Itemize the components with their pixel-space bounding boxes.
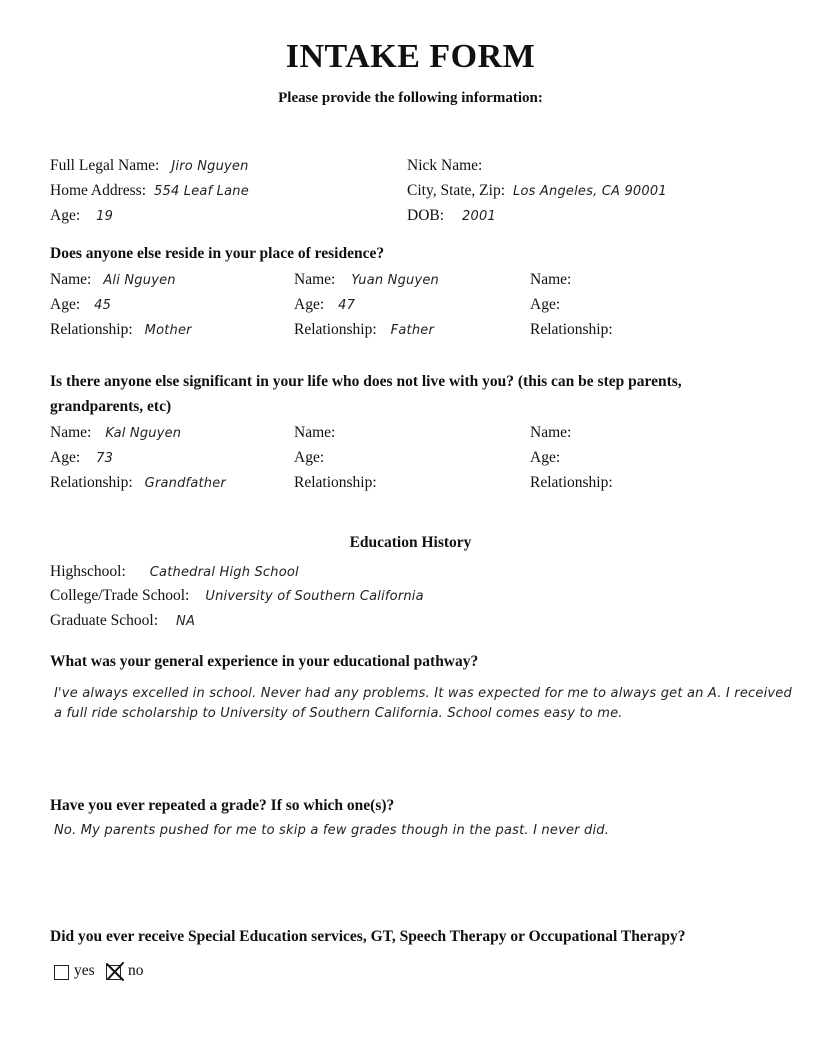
- resident-2-age: [294, 296, 355, 314]
- significant-question-line2: grandparents, etc): [50, 398, 172, 415]
- no-checkbox[interactable]: [106, 962, 125, 981]
- significant-1-name: [50, 424, 181, 442]
- resident-2-relationship: [294, 321, 434, 339]
- resident-age-label: Age:: [294, 296, 325, 313]
- significant-age-label: Age:: [50, 449, 81, 466]
- college-field: [50, 587, 424, 605]
- highschool-field: [50, 563, 299, 581]
- significant-1-relationship: [50, 474, 226, 492]
- resident-1-relationship: [50, 321, 192, 339]
- yes-label: yes: [74, 962, 95, 979]
- significant-2-relationship: [294, 474, 385, 492]
- highschool-value[interactable]: Cathedral High School: [149, 565, 299, 580]
- experience-answer[interactable]: I've always excelled in school. Never had any problems. It was expected for me to always get an A. I received a full ride scholarship to University of Southern California. School comes easy to me.: [54, 686, 792, 721]
- significant-relationship-value[interactable]: Grandfather: [144, 476, 226, 491]
- experience-question: What was your general experience in your educational pathway?: [50, 653, 479, 670]
- repeat-grade-answer[interactable]: No. My parents pushed for me to skip a few grades though in the past. I never did.: [54, 823, 610, 838]
- significant-name-label: Name:: [50, 424, 92, 441]
- dob-field: [407, 207, 496, 225]
- dob-value[interactable]: 2001: [462, 209, 496, 224]
- significant-1-age: [50, 449, 113, 467]
- home-address-value[interactable]: 554 Leaf Lane: [154, 184, 249, 199]
- age-field: [50, 207, 113, 225]
- college-label: College/Trade School:: [50, 587, 190, 604]
- graduate-school-value[interactable]: NA: [176, 614, 196, 629]
- resident-3-age: [530, 296, 568, 314]
- college-value[interactable]: University of Southern California: [205, 589, 424, 604]
- city-state-zip-field: [407, 182, 667, 200]
- significant-relationship-label: Relationship:: [294, 474, 377, 491]
- residents-question: Does anyone else reside in your place of residence?: [50, 245, 385, 262]
- form-title: INTAKE FORM: [285, 38, 536, 75]
- highschool-label: Highschool:: [50, 563, 126, 580]
- significant-name-label: Name:: [294, 424, 336, 441]
- resident-relationship-value[interactable]: Mother: [144, 323, 192, 338]
- resident-relationship-label: Relationship:: [50, 321, 133, 338]
- full-name-value[interactable]: Jiro Nguyen: [171, 159, 249, 174]
- resident-age-label: Age:: [530, 296, 561, 313]
- resident-name-label: Name:: [530, 271, 572, 288]
- significant-question-line1: Is there anyone else significant in your life who does not live with you? (this can be step parents,: [50, 373, 682, 390]
- significant-name-label: Name:: [530, 424, 572, 441]
- graduate-school-field: [50, 612, 195, 630]
- resident-relationship-label: Relationship:: [530, 321, 613, 338]
- home-address-field: [50, 182, 249, 200]
- nick-name-label: Nick Name:: [407, 157, 483, 174]
- resident-age-label: Age:: [50, 296, 81, 313]
- city-state-zip-label: City, State, Zip:: [407, 182, 506, 199]
- dob-label: DOB:: [407, 207, 445, 224]
- significant-3-age: [530, 449, 568, 467]
- significant-name-value[interactable]: Kal Nguyen: [105, 426, 182, 441]
- age-value[interactable]: 19: [96, 209, 114, 224]
- resident-3-relationship: [530, 321, 621, 339]
- significant-age-label: Age:: [530, 449, 561, 466]
- home-address-label: Home Address:: [50, 182, 147, 199]
- city-state-zip-value[interactable]: Los Angeles, CA 90001: [513, 184, 667, 199]
- resident-2-name: [294, 271, 439, 289]
- graduate-school-label: Graduate School:: [50, 612, 159, 629]
- no-label: no: [128, 962, 144, 979]
- age-label: Age:: [50, 207, 81, 224]
- nick-name-field: [407, 157, 490, 175]
- full-name-label: Full Legal Name:: [50, 157, 160, 174]
- resident-relationship-label: Relationship:: [294, 321, 377, 338]
- resident-1-name: [50, 271, 176, 289]
- resident-relationship-value[interactable]: Father: [390, 323, 434, 338]
- full-name-field: [50, 157, 249, 175]
- resident-name-value[interactable]: Yuan Nguyen: [351, 273, 439, 288]
- resident-age-value[interactable]: 45: [94, 298, 112, 313]
- yes-checkbox[interactable]: [54, 965, 69, 980]
- resident-name-value[interactable]: Ali Nguyen: [103, 273, 176, 288]
- significant-2-age: [294, 449, 332, 467]
- significant-age-value[interactable]: 73: [96, 451, 114, 466]
- significant-3-name: [530, 424, 579, 442]
- check-x-icon: [106, 962, 125, 981]
- resident-name-label: Name:: [294, 271, 336, 288]
- significant-2-name: [294, 424, 343, 442]
- education-heading: Education History: [349, 534, 472, 551]
- resident-age-value[interactable]: 47: [338, 298, 356, 313]
- significant-3-relationship: [530, 474, 621, 492]
- special-education-question: Did you ever receive Special Education services, GT, Speech Therapy or Occupational Therapy?: [50, 928, 686, 945]
- significant-age-label: Age:: [294, 449, 325, 466]
- repeat-grade-question: Have you ever repeated a grade? If so which one(s)?: [50, 797, 395, 814]
- significant-relationship-label: Relationship:: [530, 474, 613, 491]
- form-subtitle: Please provide the following information:: [278, 90, 543, 106]
- significant-relationship-label: Relationship:: [50, 474, 133, 491]
- resident-name-label: Name:: [50, 271, 92, 288]
- resident-1-age: [50, 296, 111, 314]
- resident-3-name: [530, 271, 579, 289]
